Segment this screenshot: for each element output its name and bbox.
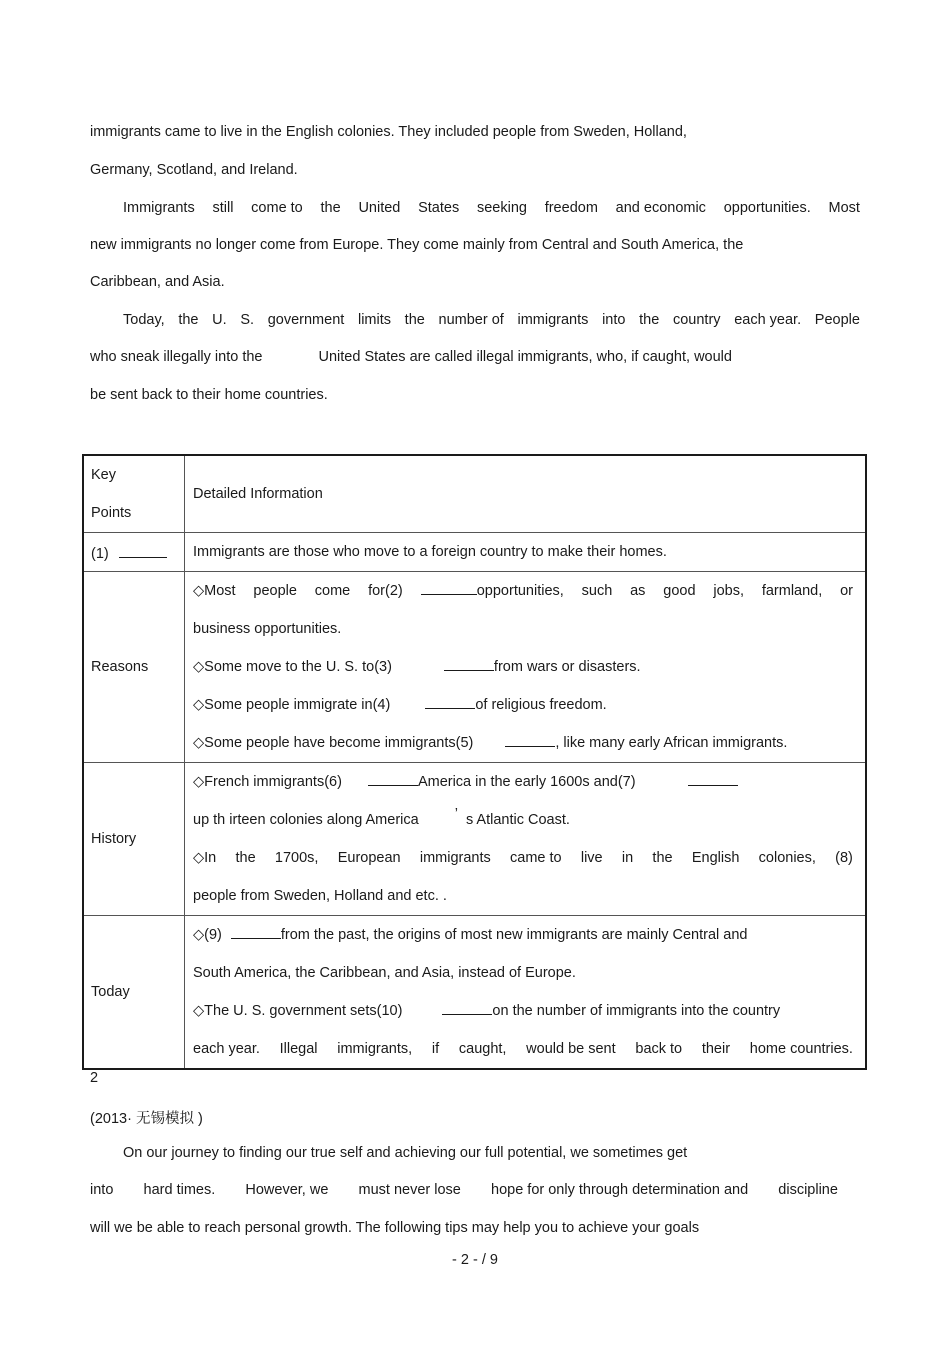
paragraph-justified-line (90, 1182, 838, 1198)
answer-blank[interactable] (444, 656, 494, 671)
word: (8) (835, 850, 853, 866)
word: would be sent (526, 1041, 616, 1057)
word: come (314, 583, 351, 599)
word: country (672, 312, 721, 328)
word: for(2) opportunities, (368, 572, 564, 610)
word: their (701, 1041, 731, 1057)
word: However, we (245, 1182, 329, 1198)
word: home countries. (749, 1041, 853, 1057)
key-label: (1) (91, 545, 109, 562)
word: or (840, 583, 853, 599)
table-row (83, 533, 866, 572)
word: U. (212, 312, 227, 328)
detail-justified-line (193, 1030, 853, 1068)
paragraph-line: immigrants came to live in the English colonies. They included people from Sweden, Holland, (90, 124, 687, 140)
answer-blank[interactable] (442, 1000, 492, 1015)
table-row (83, 916, 866, 1070)
word: must never lose (358, 1182, 461, 1198)
word: such (581, 583, 613, 599)
word: the (404, 312, 425, 328)
answer-blank[interactable] (231, 924, 281, 939)
word: immigrants (517, 312, 589, 328)
section-number: 2 (90, 1070, 99, 1086)
table-key-cell (83, 572, 185, 763)
word: immigrants (419, 850, 491, 866)
word: into (90, 1182, 114, 1198)
word: ◇In (193, 850, 217, 866)
word: and economic (615, 200, 706, 216)
answer-blank[interactable] (368, 771, 418, 786)
table-key-cell (83, 916, 185, 1070)
detail-line: business opportunities. (193, 621, 342, 637)
paragraph-line: will we be able to reach personal growth. The following tips may help you to achieve your goals (90, 1220, 700, 1236)
word: hard times. (143, 1182, 216, 1198)
key-label: History (91, 831, 137, 847)
detail-line: ◇French immigrants(6) America in the early 1600s and(7) (193, 763, 853, 801)
paragraph-justified-line (123, 200, 860, 216)
table-key-cell (83, 533, 185, 572)
detail-line: South America, the Caribbean, and Asia, instead of Europe. (193, 965, 576, 981)
paragraph-line (90, 349, 732, 365)
detail-justified-line (193, 572, 853, 610)
detail-line: ◇The U. S. government sets(10) on the number of immigrants into the country (193, 992, 853, 1030)
word: colonies, (758, 850, 816, 866)
word: farmland, (761, 583, 823, 599)
table-key-cell (83, 455, 185, 533)
table-key-cell (83, 763, 185, 916)
word: ◇Most (193, 583, 236, 599)
word: European (337, 850, 401, 866)
word: immigrants, (337, 1041, 413, 1057)
table-header-row (83, 455, 866, 533)
word: each year. (193, 1041, 260, 1057)
page-number: - 2 - / 9 (452, 1252, 498, 1268)
detail-line: ◇(9) from the past, the origins of most new immigrants are mainly Central and (193, 916, 853, 954)
word: Today, (123, 312, 165, 328)
word: United (358, 200, 401, 216)
word: opportunities. (723, 200, 811, 216)
info-table (82, 454, 867, 1070)
answer-blank[interactable] (425, 694, 475, 709)
table-detail-cell (185, 455, 867, 533)
table-row (83, 763, 866, 916)
word: limits (357, 312, 391, 328)
paragraph-line: Germany, Scotland, and Ireland. (90, 162, 298, 178)
detail-line: Immigrants are those who move to a foreign country to make their homes. (193, 544, 667, 560)
word: people (253, 583, 297, 599)
word: Most (828, 200, 860, 216)
word: come to (251, 200, 303, 216)
word: Illegal (279, 1041, 318, 1057)
paragraph-line: On our journey to finding our true self and achieving our full potential, we sometimes get (123, 1145, 688, 1161)
word: the (639, 312, 660, 328)
detail-header: Detailed Information (193, 486, 323, 502)
word: States (418, 200, 460, 216)
word: hope for only through determination and (491, 1182, 749, 1198)
word: good (663, 583, 696, 599)
detail-line: up th irteen colonies along America ’ s Atlantic Coast. (193, 806, 570, 828)
answer-blank[interactable] (505, 732, 555, 747)
paragraph-line: new immigrants no longer come from Europe. They come mainly from Central and South America, the (90, 237, 744, 253)
paragraph-line: be sent back to their home countries. (90, 387, 328, 403)
text-segment: who sneak illegally into the (90, 349, 263, 365)
word: jobs, (713, 583, 744, 599)
word: 1700s, (274, 850, 319, 866)
word: if (431, 1041, 440, 1057)
word: live (580, 850, 603, 866)
source-note: (2013· 无锡模拟 ) (90, 1111, 203, 1127)
detail-line: ◇Some move to the U. S. to(3) from wars or disasters. (193, 648, 853, 686)
word: into (602, 312, 626, 328)
key-label: Today (91, 984, 130, 1000)
table-detail-cell (185, 572, 867, 763)
table-detail-cell (185, 533, 867, 572)
answer-blank[interactable] (421, 580, 477, 595)
word: as (630, 583, 646, 599)
word: freedom (544, 200, 598, 216)
word: caught, (458, 1041, 507, 1057)
word: discipline (778, 1182, 838, 1198)
word: came to (510, 850, 562, 866)
word: S. (240, 312, 255, 328)
detail-line: ◇Some people immigrate in(4) of religious freedom. (193, 686, 853, 724)
word: Immigrants (123, 200, 195, 216)
answer-blank[interactable] (688, 771, 738, 786)
word: the (320, 200, 341, 216)
detail-line: ◇Some people have become immigrants(5) , like many early African immigrants. (193, 724, 853, 762)
table-detail-cell (185, 763, 867, 916)
key-header-line: Key (91, 467, 116, 483)
word: government (267, 312, 345, 328)
word: English (691, 850, 740, 866)
word: back to (635, 1041, 683, 1057)
detail-line: people from Sweden, Holland and etc. . (193, 888, 447, 904)
paragraph-justified-line (123, 312, 860, 328)
table-row (83, 572, 866, 763)
key-header-line: Points (91, 505, 132, 521)
answer-blank[interactable] (119, 543, 167, 558)
word: still (212, 200, 234, 216)
word: the (178, 312, 199, 328)
word: number of (438, 312, 504, 328)
key-label: Reasons (91, 659, 149, 675)
word: seeking (476, 200, 527, 216)
word: the (652, 850, 673, 866)
detail-justified-line (193, 839, 853, 877)
word: in (621, 850, 634, 866)
paragraph-line: Caribbean, and Asia. (90, 274, 225, 290)
word: each year. (734, 312, 802, 328)
table-detail-cell (185, 916, 867, 1070)
word: People (814, 312, 860, 328)
word: the (235, 850, 256, 866)
text-segment: United States are called illegal immigrants, who, if caught, would (318, 349, 732, 365)
